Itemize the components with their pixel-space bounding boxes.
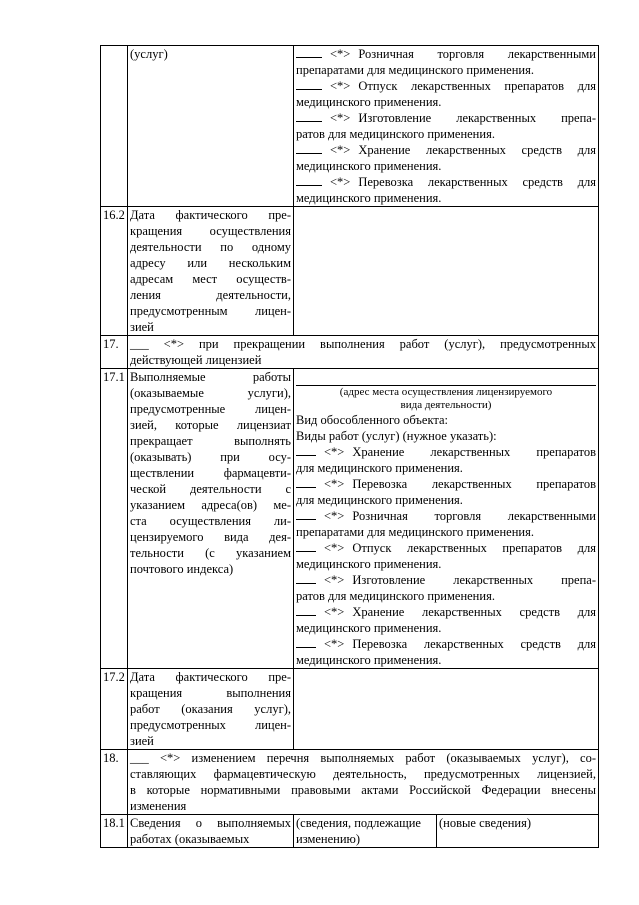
text-line: адресу или нескольким <box>130 256 291 270</box>
text-line: зией <box>130 320 154 334</box>
current-info-caption: изменению) <box>296 832 361 846</box>
checkbox-blank[interactable] <box>296 551 316 552</box>
option-text: Хранение лекарственных препаратов <box>352 445 596 459</box>
option-text-continued: препаратами для медицинского применения. <box>296 525 534 539</box>
option-marker: <*> <box>330 47 351 61</box>
option-text: Перевозка лекарственных препаратов <box>352 477 596 491</box>
checkbox-blank[interactable] <box>296 185 322 186</box>
option-text-continued: медицинского применения. <box>296 191 442 205</box>
value-field-17-2[interactable] <box>294 669 599 750</box>
checkbox-blank[interactable] <box>296 153 322 154</box>
option-text-continued: препаратами для медицинского применения. <box>296 63 534 77</box>
text-line: деятельности по одному <box>130 240 291 254</box>
work-option-line <box>296 476 596 492</box>
text-line: ческой деятельности с <box>130 482 291 496</box>
text-line: изменения <box>130 799 187 813</box>
option-marker: <*> <box>324 573 345 587</box>
text-line: Выполняемые работы <box>130 370 291 384</box>
text-line: ществлении фармацевти- <box>130 466 291 480</box>
text-line: предусмотренным лицен- <box>130 304 291 318</box>
work-option-line <box>296 46 596 62</box>
text-line: зией, которые лицензиат <box>130 418 291 432</box>
option-marker: <*> <box>330 79 351 93</box>
text-line: зией <box>130 734 154 748</box>
checkbox-blank[interactable] <box>296 583 316 584</box>
work-option-line <box>296 174 596 190</box>
row-label-text: (услуг) <box>130 47 168 61</box>
option-text-continued: ратов для медицинского применения. <box>296 589 495 603</box>
heading-line: ___ <*> при прекращении выполнения работ (услуг), предусмотренных <box>130 337 596 351</box>
new-info-caption: (новые сведения) <box>439 816 532 830</box>
option-text-continued: медицинского применения. <box>296 95 442 109</box>
table-row-16-2 <box>101 207 599 336</box>
text-line: работ (оказания услуг), <box>130 702 291 716</box>
work-option-line <box>296 78 596 94</box>
works-list-cell <box>294 369 599 669</box>
row-number: 17.2 <box>101 669 128 750</box>
text-line: работах (оказываемых <box>130 832 250 846</box>
text-line: кращения выполнения <box>130 686 291 700</box>
option-text-continued: для медицинского применения. <box>296 493 463 507</box>
checkbox-blank[interactable] <box>296 455 316 456</box>
checkbox-blank[interactable] <box>296 487 316 488</box>
work-option-line <box>296 444 596 460</box>
option-marker: <*> <box>324 541 345 555</box>
row-label-cell <box>128 207 294 336</box>
checkbox-blank[interactable] <box>296 121 322 122</box>
work-option-line <box>296 572 596 588</box>
option-marker: <*> <box>324 637 345 651</box>
work-option-line <box>296 636 596 652</box>
option-text-continued: медицинского применения. <box>296 557 442 571</box>
text-line: Сведения о выполняемых <box>130 816 291 830</box>
option-text: Перевозка лекарственных средств для <box>358 175 596 189</box>
row-heading-cell <box>128 336 599 369</box>
text-line: цензируемого вида дея- <box>130 530 291 544</box>
option-text: Отпуск лекарственных препаратов для <box>352 541 596 555</box>
table-row-17-1 <box>101 369 599 669</box>
text-line: Дата фактического пре- <box>130 670 291 684</box>
table-row-17-2 <box>101 669 599 750</box>
checkbox-blank[interactable] <box>296 57 322 58</box>
row-number-cell <box>101 46 128 207</box>
text-line: указанием адреса(ов) ме- <box>130 498 291 512</box>
text-line: в которые нормативными правовыми актами Российской Федерации внесены <box>130 783 596 797</box>
text-line: адресам мест осуществ- <box>130 272 291 286</box>
option-marker: <*> <box>330 175 351 189</box>
address-input-line[interactable] <box>296 371 596 386</box>
row-label-cell <box>128 815 294 848</box>
table-row-18 <box>101 750 599 815</box>
row-heading-cell <box>128 750 599 815</box>
option-text-continued: медицинского применения. <box>296 159 442 173</box>
text-line: (оказываемые услуги), <box>130 386 291 400</box>
option-text-continued: медицинского применения. <box>296 621 442 635</box>
checkbox-blank[interactable] <box>296 647 316 648</box>
option-text: Хранение лекарственных средств для <box>358 143 596 157</box>
text-line: ___ <*> изменением перечня выполняемых работ (оказываемых услуг), со- <box>130 751 596 765</box>
address-caption: (адрес места осуществления лицензируемого <box>339 386 553 398</box>
row-number: 18. <box>101 750 128 815</box>
new-info-field[interactable] <box>437 815 598 847</box>
option-text: Хранение лекарственных средств для <box>352 605 596 619</box>
text-line: ста осуществления ли- <box>130 514 291 528</box>
option-marker: <*> <box>324 509 345 523</box>
works-label: Виды работ (услуг) (нужное указать): <box>296 429 497 443</box>
row-label-cell <box>128 669 294 750</box>
current-info-field[interactable] <box>294 815 437 847</box>
heading-line: действующей лицензией <box>130 353 262 367</box>
option-text-continued: ратов для медицинского применения. <box>296 127 495 141</box>
value-field-16-2[interactable] <box>294 207 599 336</box>
works-list-cell <box>294 46 599 207</box>
checkbox-blank[interactable] <box>296 89 322 90</box>
split-cell <box>294 815 599 848</box>
option-text: Отпуск лекарственных препаратов для <box>358 79 596 93</box>
text-line: (оказывать) при осу- <box>130 450 291 464</box>
row-number: 18.1 <box>101 815 128 848</box>
text-line: прекращает выполнять <box>130 434 291 448</box>
text-line: Дата фактического пре- <box>130 208 291 222</box>
current-info-caption: (сведения, подлежащие <box>296 816 421 830</box>
object-type-label: Вид обособленного объекта: <box>296 413 448 427</box>
row-number: 16.2 <box>101 207 128 336</box>
option-marker: <*> <box>324 477 345 491</box>
work-option-line <box>296 142 596 158</box>
option-marker: <*> <box>330 143 351 157</box>
work-option-line <box>296 508 596 524</box>
address-caption: вида деятельности) <box>400 399 492 411</box>
table-row-17 <box>101 336 599 369</box>
option-marker: <*> <box>324 605 345 619</box>
work-option-line <box>296 540 596 556</box>
row-number: 17. <box>101 336 128 369</box>
option-text: Розничная торговля лекарственными <box>352 509 596 523</box>
row-label-cell <box>128 369 294 669</box>
work-option-line <box>296 604 596 620</box>
option-text: Перевозка лекарственных средств для <box>352 637 596 651</box>
text-line: тельности (с указанием <box>130 546 291 560</box>
work-option-line <box>296 110 596 126</box>
table-row-continuation <box>101 46 599 207</box>
row-label-cell <box>128 46 294 207</box>
option-marker: <*> <box>330 111 351 125</box>
text-line: ставляющих фармацевтическую деятельность, предусмотренных лицензией, <box>130 767 596 781</box>
option-text: Розничная торговля лекарственными <box>358 47 596 61</box>
text-line: почтового индекса) <box>130 562 234 576</box>
row-number: 17.1 <box>101 369 128 669</box>
text-line: кращения осуществления <box>130 224 291 238</box>
option-text: Изготовление лекарственных препа- <box>352 573 596 587</box>
text-line: предусмотренных лицен- <box>130 718 291 732</box>
license-form-table <box>100 45 599 848</box>
option-text-continued: для медицинского применения. <box>296 461 463 475</box>
table-row-18-1 <box>101 815 599 848</box>
option-text-continued: медицинского применения. <box>296 653 442 667</box>
option-marker: <*> <box>324 445 345 459</box>
text-line: ления деятельности, <box>130 288 291 302</box>
text-line: предусмотренные лицен- <box>130 402 291 416</box>
checkbox-blank[interactable] <box>296 519 316 520</box>
checkbox-blank[interactable] <box>296 615 316 616</box>
option-text: Изготовление лекарственных препа- <box>358 111 596 125</box>
